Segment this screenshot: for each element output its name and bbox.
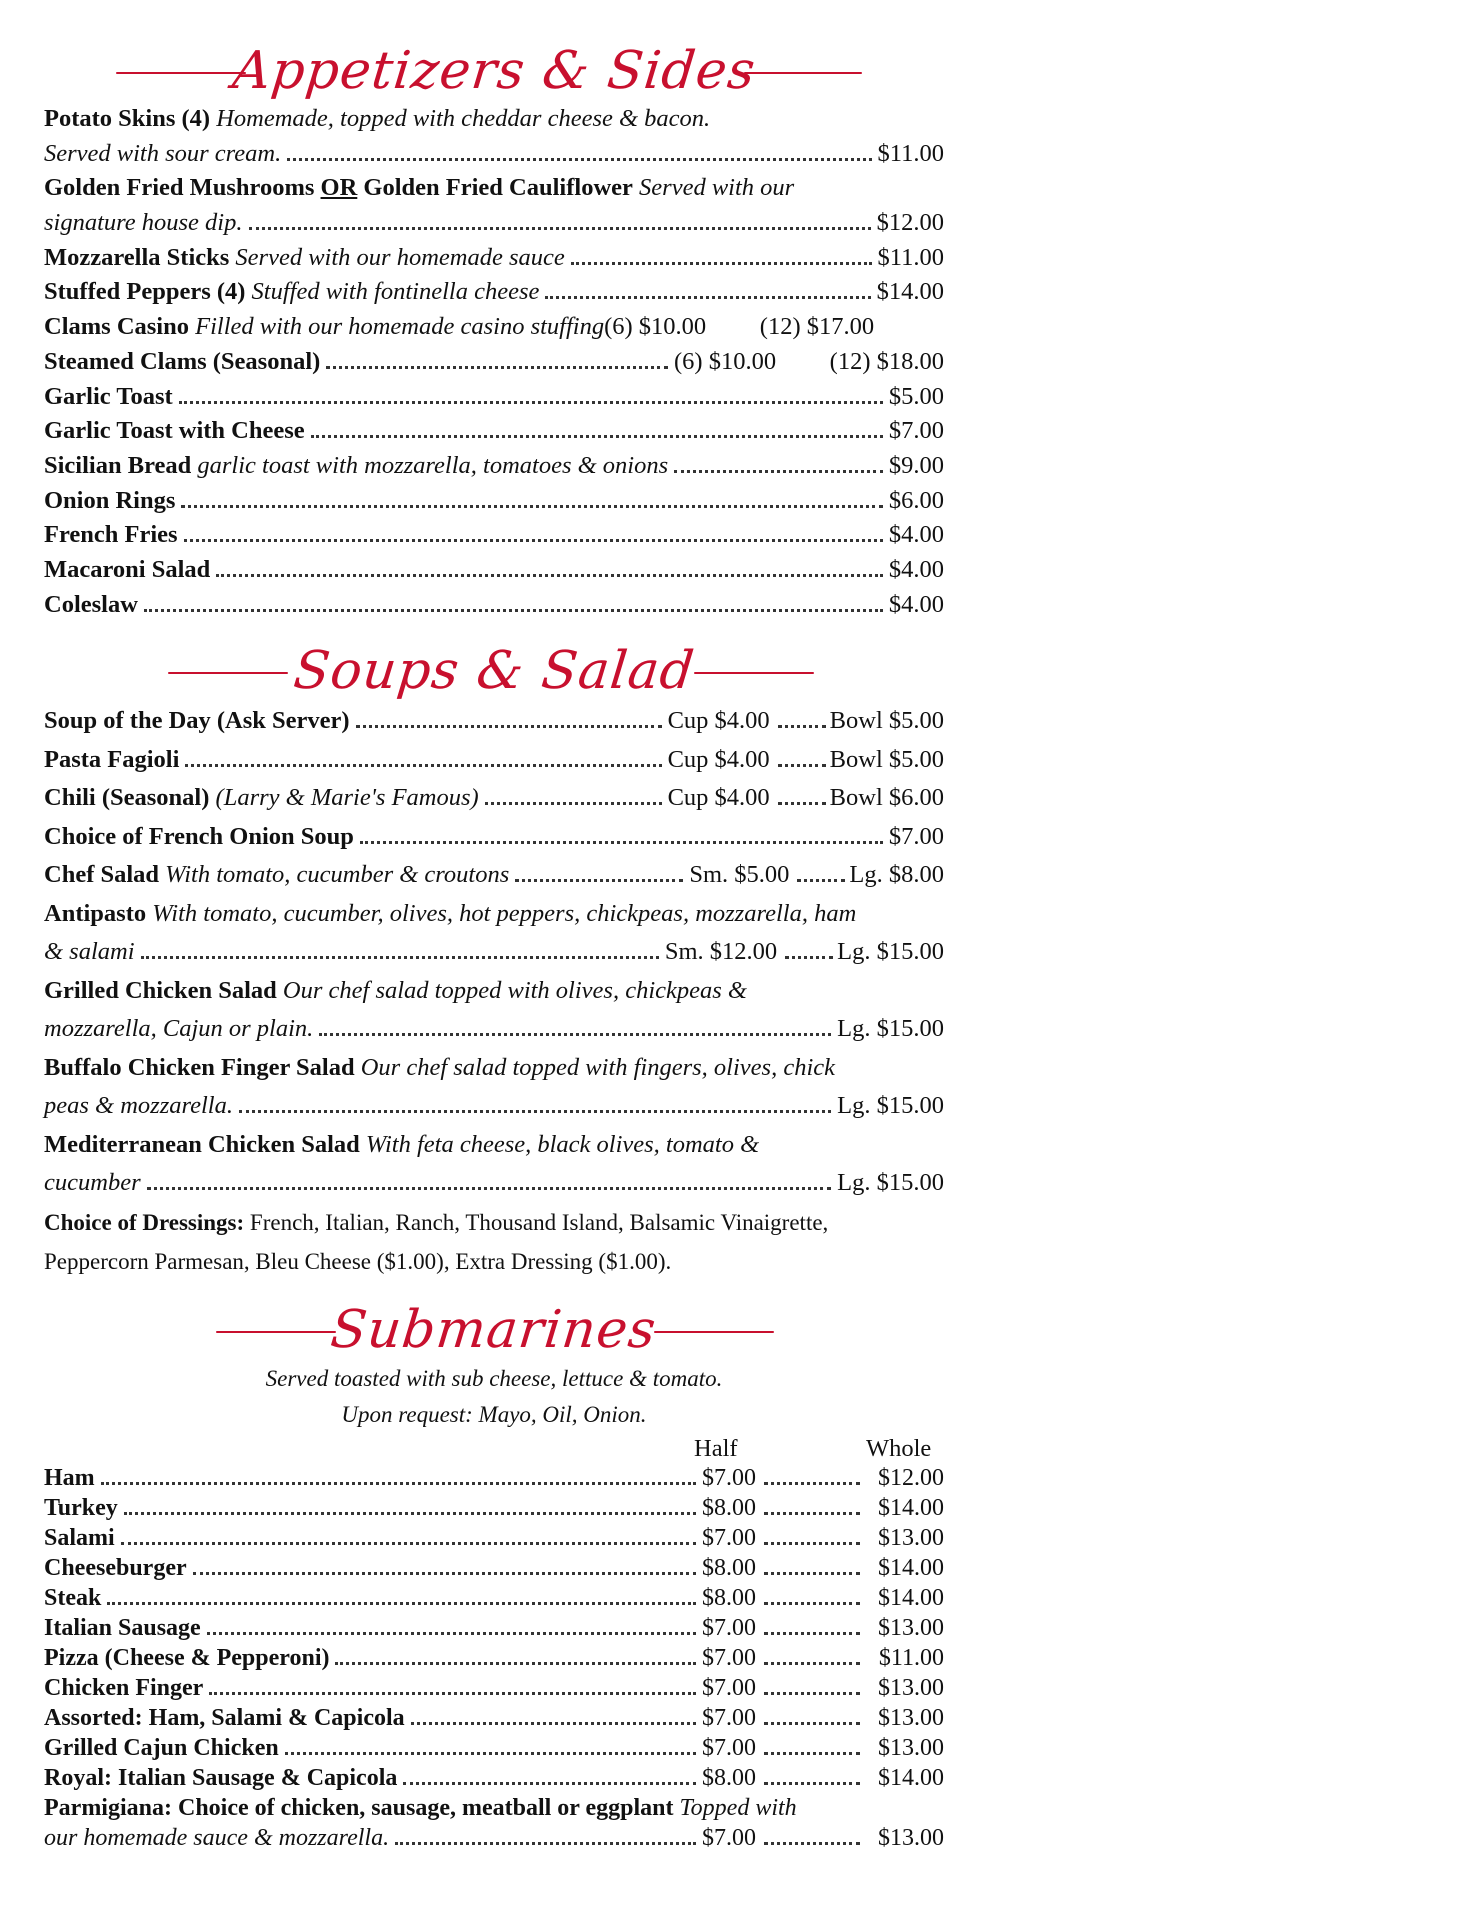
item-price: $4.00 [888,521,944,549]
item-desc: With tomato, cucumber, olives, hot peppers, chickpeas, mozzarella, ham [152,899,857,927]
menu-item [44,1553,944,1583]
menu-item [44,1087,944,1126]
item-price: $11.00 [877,243,944,271]
price-whole: $13.00 [878,1614,944,1641]
item-price: $7.00 [888,417,944,445]
item-desc: Homemade, topped with cheddar cheese & bacon. [216,105,711,132]
price-bowl: Bowl $5.00 [829,707,944,735]
price-half: $7.00 [702,1614,756,1641]
menu-item [44,1703,944,1733]
dot-leader [360,841,883,844]
subs-note: Upon request: Mayo, Oil, Onion. [341,1401,647,1427]
price-whole: $13.00 [878,1704,944,1731]
item-name: Macaroni Salad [44,555,211,583]
menu-item-desc-line [44,102,944,137]
item-name: Chicken Finger [44,1674,204,1701]
item-desc: Served with sour cream. [44,139,282,167]
dot-leader [764,1602,860,1605]
section-heading [44,640,944,702]
price-whole: $14.00 [878,1554,944,1581]
section-heading [44,1299,944,1361]
item-price: Lg. $15.00 [837,1092,944,1120]
dot-leader [764,1782,860,1785]
dot-leader [411,1722,696,1725]
price-whole: $14.00 [878,1584,944,1611]
item-name: Choice of French Onion Soup [44,822,354,850]
item-name: Pasta Fagioli [44,745,180,773]
menu-item [44,553,944,588]
price-whole: $11.00 [878,1644,944,1671]
heading-rule-right [694,672,814,674]
dot-leader [764,1722,860,1725]
menu-item [44,1463,944,1493]
price-whole: $14.00 [878,1494,944,1521]
price-large: Lg. $8.00 [849,861,944,889]
dot-leader [571,262,872,265]
menu-item [44,1733,944,1763]
item-name: Soup of the Day (Ask Server) [44,707,350,735]
price-whole: $14.00 [878,1764,944,1791]
dot-leader [147,1187,832,1190]
price-half: $7.00 [702,1674,756,1701]
item-desc: garlic toast with mozzarella, tomatoes & onions [197,451,669,479]
price-half: $8.00 [702,1764,756,1791]
menu-item [44,310,944,345]
dot-leader [764,1842,860,1845]
item-price: $12.00 [876,209,944,237]
item-desc: Our chef salad topped with olives, chickpeas & [282,976,747,1004]
price-bowl: Bowl $5.00 [829,745,944,773]
item-name: Steak [44,1584,102,1611]
menu-item [44,449,944,484]
dot-leader [326,366,668,369]
dot-leader [216,574,883,577]
menu-item-desc-line [44,171,944,206]
dot-leader [764,1692,860,1695]
dot-leader [674,470,883,473]
section-heading [44,40,944,102]
price-small: Sm. $5.00 [689,861,790,889]
item-name: Royal: Italian Sausage & Capicola [44,1764,398,1791]
menu-item [44,1164,944,1203]
dot-leader [101,1482,696,1485]
price-half: $7.00 [702,1734,756,1761]
menu-item [44,818,944,857]
menu-item [44,206,944,241]
item-desc: Served with our [639,174,795,202]
item-name: Stuffed Peppers (4) [44,278,246,306]
menu-item [44,241,944,276]
item-name: Cheeseburger [44,1554,187,1581]
dot-leader [121,1542,696,1545]
dot-leader [485,802,662,805]
menu-item [44,518,944,553]
item-name: Grilled Cajun Chicken [44,1734,279,1761]
dot-leader [319,1033,831,1036]
menu-page [44,40,944,1853]
price-half: $8.00 [702,1494,756,1521]
price-pair [702,1613,944,1643]
subs-section [44,1299,944,1853]
item-name: Garlic Toast with Cheese [44,417,305,445]
item-name: Parmigiana: Choice of chicken, sausage, meatball or eggplant [44,1794,674,1821]
price-cup: Cup $4.00 [667,745,770,773]
menu-item-desc-line [44,1049,944,1088]
item-price: $5.00 [888,382,944,410]
price-pair [668,741,944,780]
item-name: French Fries [44,521,178,549]
dot-leader [124,1512,696,1515]
item-name: Potato Skins (4) [44,105,211,132]
dot-leader [778,764,826,767]
item-price: $4.00 [888,590,944,618]
item-desc: signature house dip. [44,209,243,237]
item-name: Grilled Chicken Salad [44,976,277,1004]
price-pair [689,856,944,895]
item-desc: Stuffed with fontinella cheese [251,278,540,306]
item-desc: Served with our homemade sauce [235,243,565,271]
dot-leader [287,158,871,161]
price-half: $7.00 [702,1524,756,1551]
dot-leader [778,725,826,728]
dressings-line: Peppercorn Parmesan, Bleu Cheese ($1.00), Extra Dressing ($1.00). [44,1248,672,1274]
menu-item-desc-line [44,1126,944,1165]
price-cup: Cup $4.00 [667,707,770,735]
column-headers [44,1433,944,1463]
dot-leader [764,1662,860,1665]
menu-item [44,1493,944,1523]
menu-item [44,275,944,310]
menu-item [44,345,944,380]
item-name: Golden Fried Mushrooms OR Golden Fried Cauliflower [44,174,633,202]
menu-item-desc-line [44,1793,944,1823]
item-name: Mediterranean Chicken Salad [44,1130,360,1158]
item-desc: Filled with our homemade casino stuffing [195,313,605,341]
item-desc: (Larry & Marie's Famous) [215,784,479,812]
dot-leader [515,879,683,882]
price-half: $7.00 [702,1644,756,1671]
price-pair [702,1493,944,1523]
menu-item [44,1613,944,1643]
item-price: $14.00 [876,278,944,306]
dot-leader [209,1692,696,1695]
dot-leader [249,227,871,230]
price-pair [702,1583,944,1613]
price-pair [702,1823,944,1853]
price-bowl: Bowl $6.00 [829,784,944,812]
item-name: Chef Salad [44,861,160,889]
menu-item [44,1823,944,1853]
item-desc: With feta cheese, black olives, tomato & [365,1130,760,1158]
item-name: Garlic Toast [44,382,173,410]
dot-leader [764,1752,860,1755]
item-desc: & salami [44,938,135,966]
price-pair [702,1523,944,1553]
item-price: $7.00 [888,822,944,850]
soups-section [44,640,944,1281]
price-pair [604,310,874,345]
dressings-label: Choice of Dressings: [44,1209,245,1235]
item-name: Antipasto [44,899,147,927]
price-whole: $12.00 [878,1464,944,1491]
dot-leader [356,725,662,728]
dot-leader [107,1602,696,1605]
price-cup: Cup $4.00 [667,784,770,812]
price-whole: $13.00 [878,1824,944,1851]
price-whole: $13.00 [878,1524,944,1551]
dot-leader [179,401,883,404]
item-price: Lg. $15.00 [837,1169,944,1197]
menu-item-desc-line [44,895,944,934]
item-desc: our homemade sauce & mozzarella. [44,1824,390,1851]
item-desc: With tomato, cucumber & croutons [165,861,510,889]
item-name: Steamed Clams (Seasonal) [44,347,321,375]
menu-item [44,1763,944,1793]
section-title: Appetizers & Sides [229,41,759,101]
price-pair [702,1463,944,1493]
dot-leader [778,802,826,805]
dot-leader [797,879,845,882]
heading-rule-left [168,672,288,674]
item-desc: Topped with [679,1794,797,1821]
item-price: $11.00 [877,139,944,167]
menu-item [44,484,944,519]
price-whole: $13.00 [878,1734,944,1761]
dot-leader [207,1632,696,1635]
dot-leader [193,1572,696,1575]
item-name: Coleslaw [44,590,138,618]
item-desc: mozzarella, Cajun or plain. [44,1015,314,1043]
menu-item [44,779,944,818]
item-price: $6.00 [888,486,944,514]
menu-item [44,1010,944,1049]
price-half: $7.00 [702,1704,756,1731]
appetizers-section [44,40,944,622]
price-pair [674,345,944,380]
section-title: Soups & Salad [290,641,698,702]
item-name: Onion Rings [44,486,176,514]
dressings-line [44,1203,944,1242]
dot-leader [181,505,882,508]
dot-leader [764,1512,860,1515]
menu-item [44,933,944,972]
menu-item [44,1643,944,1673]
subs-note: Served toasted with sub cheese, lettuce & tomato. [265,1365,723,1391]
menu-item [44,1673,944,1703]
dot-leader [545,296,870,299]
menu-item [44,588,944,623]
dot-leader [239,1110,831,1113]
price-half: $8.00 [702,1584,756,1611]
item-name: Italian Sausage [44,1614,201,1641]
dot-leader [764,1482,860,1485]
item-price: Lg. $15.00 [837,1015,944,1043]
dot-leader [785,956,833,959]
price-pair [702,1763,944,1793]
price-pair [665,933,944,972]
col-half: Half [694,1434,738,1462]
price-half: $8.00 [702,1554,756,1581]
price-pair [702,1733,944,1763]
dot-leader [144,609,883,612]
col-whole: Whole [866,1434,932,1462]
price-half: $7.00 [702,1824,756,1851]
dot-leader [764,1542,860,1545]
section-title: Submarines [328,1299,660,1360]
item-price: $9.00 [888,451,944,479]
item-name: Sicilian Bread [44,451,192,479]
item-name: Chili (Seasonal) [44,784,210,812]
price-pair [702,1703,944,1733]
subs-list [44,1463,944,1793]
price-small: (6) $10.00 [674,347,777,375]
dot-leader [764,1572,860,1575]
price-small: (6) $10.00 [604,313,707,341]
price-pair [702,1553,944,1583]
item-name: Ham [44,1464,95,1491]
price-pair [702,1643,944,1673]
price-small: Sm. $12.00 [664,938,778,966]
menu-item [44,856,944,895]
dot-leader [403,1782,696,1785]
price-large: (12) $17.00 [759,313,875,341]
price-pair [668,702,944,741]
item-name: Mozzarella Sticks [44,243,230,271]
dot-leader [141,956,659,959]
menu-item-desc-line [44,972,944,1011]
menu-item [44,414,944,449]
dot-leader [285,1752,696,1755]
menu-item [44,1523,944,1553]
menu-item [44,741,944,780]
dot-leader [395,1842,696,1845]
menu-item [44,380,944,415]
item-name: Clams Casino [44,313,189,341]
item-name: Buffalo Chicken Finger Salad [44,1053,355,1081]
price-pair [702,1673,944,1703]
item-desc: cucumber [44,1169,141,1197]
dot-leader [311,435,883,438]
price-pair [668,779,944,818]
menu-item [44,1583,944,1613]
price-half: $7.00 [702,1464,756,1491]
item-price: $4.00 [888,555,944,583]
item-name: Turkey [44,1494,118,1521]
price-large: Lg. $15.00 [837,938,944,966]
item-name: Assorted: Ham, Salami & Capicola [44,1704,405,1731]
price-large: (12) $18.00 [829,347,944,375]
dot-leader [184,539,883,542]
menu-item [44,137,944,172]
dot-leader [185,764,661,767]
menu-item [44,702,944,741]
item-desc: peas & mozzarella. [44,1092,233,1120]
dot-leader [335,1662,696,1665]
dressings-text: French, Italian, Ranch, Thousand Island, Balsamic Vinaigrette, [244,1209,829,1235]
item-name: Salami [44,1524,115,1551]
item-name: Pizza (Cheese & Pepperoni) [44,1644,330,1671]
price-whole: $13.00 [878,1674,944,1701]
dot-leader [764,1632,860,1635]
item-desc: Our chef salad topped with fingers, olives, chick [360,1053,836,1081]
